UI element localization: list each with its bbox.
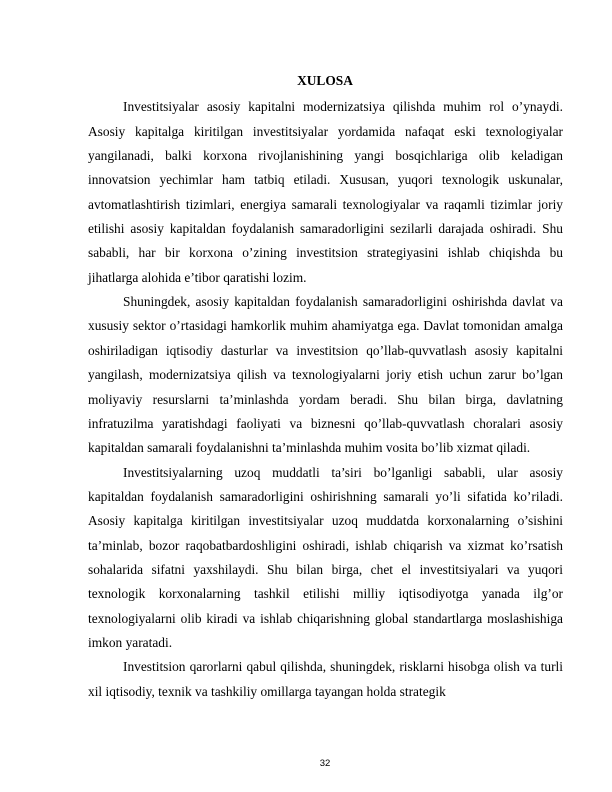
paragraph-4: Investitsion qarorlarni qabul qilishda, shuningdek, risklarni hisobga olish va turli xil iqtisodiy, texnik va tashkiliy omillarga tayangan holda strategik bbox=[88, 659, 563, 699]
body-text bbox=[88, 95, 563, 704]
paragraph-1: Investitsiyalar asosiy kapitalni modernizatsiya qilishda muhim rol o’ynaydi. Asosiy kapitalga kiritilgan investitsiyalar yordamida nafaqat eski texnologiyalar yangilanadi, balki korxona rivojlanishining yangi bosqichlariga olib keladigan innovatsion yechimlar ham tatbiq etiladi. Xususan, yuqori texnologik uskunalar, avtomatlashtirish tizimlari, energiya samarali texnologiyalar va raqamli tizimlar joriy etilishi asosiy kapitaldan foydalanish samaradorligini sezilarli darajada oshiradi. Shu sababli, har bir korxona o’zining investitsion strategiyasini ishlab chiqishda bu jihatlarga alohida e’tibor qaratishi lozim. bbox=[88, 99, 563, 285]
page-number: 32 bbox=[319, 758, 331, 769]
paragraph-2: Shuningdek, asosiy kapitaldan foydalanish samaradorligini oshirishda davlat va xususiy sektor o’rtasidagi hamkorlik muhim ahamiyatga ega. Davlat tomonidan amalga oshiriladigan iqtisodiy dasturlar va investitsion qo’llab-quvvatlash asosiy kapitalni yangilash, modernizatsiya qilish va texnologiyalarni joriy etish uchun zarur bo’lgan moliyaviy resurslarni ta’minlashda yordam beradi. Shu bilan birga, davlatning infratuzilma yaratishdagi faoliyati va biznesni qo’llab-quvvatlash choralari asosiy kapitaldan samarali foydalanishni ta’minlashda muhim vosita bo’lib xizmat qiladi. bbox=[88, 294, 563, 456]
paragraph-3: Investitsiyalarning uzoq muddatli ta’siri bo’lganligi sababli, ular asosiy kapitaldan foydalanish samaradorligini oshirishning samarali yo’li sifatida ko’riladi. Asosiy kapitalga kiritilgan investitsiyalar uzoq muddatda korxonalarning o’sishini ta’minlab, bozor raqobatbardoshligini oshiradi, ishlab chiqarish va xizmat ko’rsatish sohalarida sifatni yaxshilaydi. Shu bilan birga, chet el investitsiyalari va yuqori texnologik korxonalarning tashkil etilishi milliy iqtisodiyotga yanada ilg’or texnologiyalarni olib kiradi va ishlab chiqarishning global standartlarga moslashishiga imkon yaratadi. bbox=[88, 464, 563, 650]
page-title: XULOSA bbox=[297, 73, 353, 88]
